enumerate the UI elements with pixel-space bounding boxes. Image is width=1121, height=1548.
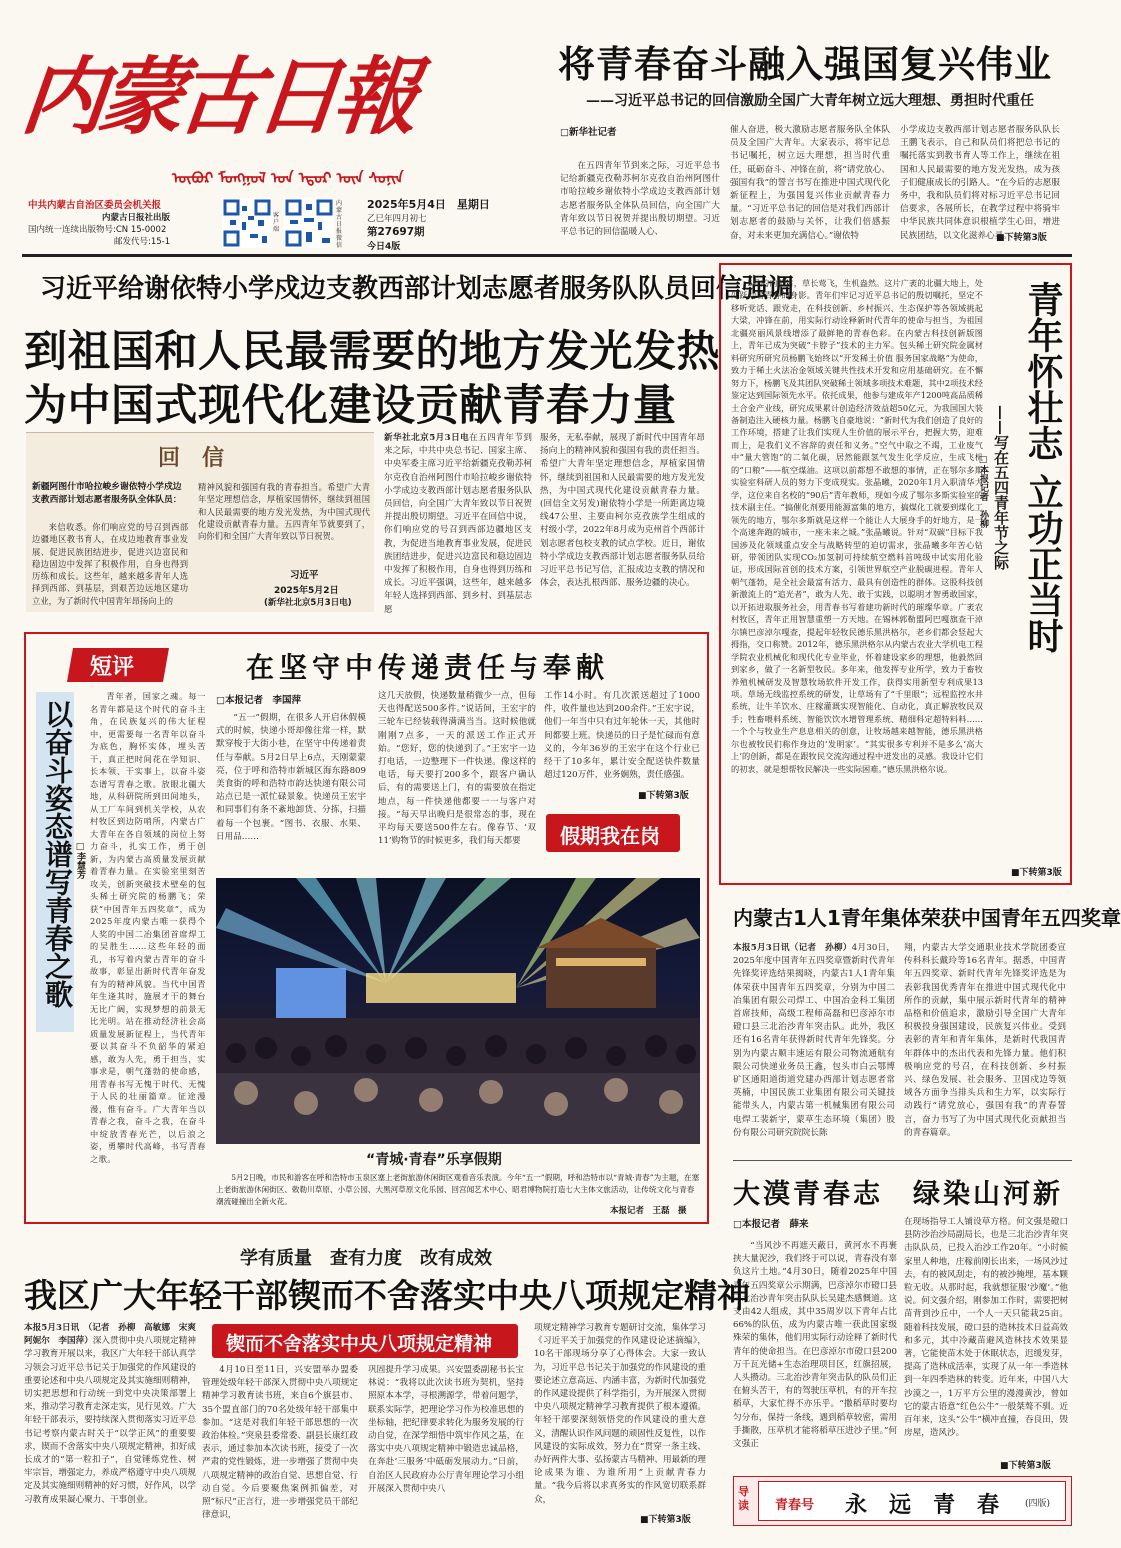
cn-number: 国内统一连续出版物号:CN 15-0002 [28,225,167,235]
sidebar-title[interactable]: 青年怀壮志 立功正当时 [1022,281,1063,654]
qr-code-wechat[interactable] [284,198,334,248]
cadre-col-1 [24,1322,205,1530]
lead-subhead: ——习近平总书记的回信激励全国广大青年树立远大理想、勇担时代重任 [586,93,1034,109]
cadre-col-2: 4月10日至11日，兴安盟举办盟委管理处级年轻干部深入贯彻中央八项规定精神学习教育读书班，来自6个旗县市、35个盟直部门的70名处级年轻干部集中参加。“这是对我们年轻干部思想的一次政治体检。”突泉县委常委、副县长康红政表示，通过参加本次读书班，接受了一次严肃的党性锻炼，进一步增强了贯彻中央八项规定精神的政治自觉、思想自觉、行动自觉。今后要聚焦案例抓偏差，对照“标尺”正言行，进一步增强党员干部纪律意识， [202,1365,358,1521]
commentary-box [24,632,709,1224]
award-divider [733,1160,1072,1161]
mongolian-title: ᠦᠪᠦᠷ ᠮᠣᠩᠭᠣᠯ ᠤᠨ ᠡᠳᠦᠷ ᠦᠨ ᠰᠣᠨᠢᠨ [172,169,404,187]
main-kicker: 习近平给谢依特小学戍边支教西部计划志愿者服务队队员回信强调 [40,274,795,304]
masthead-divider [22,254,1072,257]
award-dateline: 本报5月3日讯 [733,943,790,953]
cadre-col-4: 项规定精神学习教育专题研讨交流，集体学习《习近平关于加强党的作风建设论述摘编》，10名干部现场分享了心得体会。大家一致认为，习近平总书记关于加强党的作风建设的重要论述立意高远、内涵丰富，为新时代加强党的作风建设提供了科学指引，为开展深入贯彻中央八项规定精神学习教育提供了根本遵循。年轻干部要深刻领悟党的作风建设的重大意义，清醒认识作风问题的顽固性反复性，以作风建设的实际成效，努力在“贯穿一条主线、办好两件大事、弘扬蒙古马精神、用最新的理论成果为谁、为谁所用”上贡献青春力量。“我今后将以求真务实的作风宽切联系群众， [534,1323,706,1505]
issue-number: 第27697期 [367,226,425,238]
letter-source: (新华社北京5月3日电) [264,598,352,608]
concert-photo-art [216,878,700,1144]
letter-col-2: 精神风貌和强国有我的青春担当。希望广大青年坚定理想信念，厚植家国情怀，继续到祖国和人民最需要的地方发光发热，为中国式现代化建设贡献青春力量。五四青年节就要到了，向你们和全国广大青年致以节日祝贺。 [198,482,370,542]
dateline: 新华社北京5月3日电 [384,433,470,443]
desert-col-2: 在现场指导工人铺设草方格。何文强是磴口县防沙治沙局副局长，也是三北治沙青年突击队队员，已投入治沙工作20年。“小时候家里人种地，庄稼前刚长出来，一场风沙过去，有的被风刮走，有的被沙掩埋，基本颗粒无收。从那时起，我就想征服‘沙魔’。”他说。何文强介绍，刚参加工作时，需要把树苗背到沙丘中，一个人一天只能栽25亩。随着科技发展，磴口县的造林技术日益高效和多元，其中冷藏苗避风造林技术效果显著，它能使苗木处于休眠状态，迟缓发芽，提高了造林成活率，实现了从一年一季造林到一年四季造林的转变。近年来，中国八大沙漠之一，1万平方公里的漫漫黄沙，曾如它的蒙古语意“红色公牛”一般桀骜不驯。近百年来，这头“公牛”横冲直撞，吞良田，毁房屋，造风沙。 [904,1217,1068,1439]
qr-label-app: 客户端 [273,212,280,233]
sidebar-box [719,263,1072,885]
award-col-2: 翔，内蒙古大学交通职业技术学院团委宣传科科长戴玲等16名青年。据悉，中国青年五四奖章、新时代青年先锋奖评选是为表彰我国优秀青年在推进中国式现代化中所作的贡献，集中展示新时代青年的精神品格和价值追求，激励引导全国广大青年积极投身强国建设，民族复兴伟业。受到表彰的青年和青年集体，是新时代我国青年群体中的杰出代表和先锋力量。他们积极响应党的号召，在科技创新、乡村振兴、绿色发展、社会服务、卫国戍边等领域各方面争当排头兵和生力军，以实际行动践行“请党放心，强国有我”的青春誓言，奋力书写了为中国式现代化贡献担当的青春篇章。 [904,943,1066,1138]
photo-description: 5月2日晚，市民和游客在呼和浩特市玉泉区塞上老街旅游休闲街区观看音乐表演。今年“五一”假期，呼和浩特市以“青城·青春”为主题，在塞上老街旅游休闲街区、敕勒川草原、小草公园、大黑河草原文化乐园、回宫闻艺术中心、昭君博物院打造七大主体文旅活动，让传统文化与青春潮流碰撞出全新火花。 [216,1173,700,1206]
guide-inner [758,1481,1066,1521]
main-headline-2[interactable]: 为中国式现代化建设贡献青春力量 [24,381,677,431]
guide-title: 永 远 青 春 [845,1493,1000,1518]
letter-date: 2025年5月2日 [274,586,339,596]
letter-box [26,432,374,612]
qr-code-app[interactable] [222,198,272,248]
cadre-kicker: 学有质量 查有力度 改有成效 [240,1248,492,1269]
desert-headline[interactable]: 大漠青春志 绿染山河新 [733,1179,1063,1210]
masthead [16,22,532,252]
award-byline: （记者 孙柳） [789,943,852,953]
desert-continue[interactable]: ■下转第3版 [1000,1461,1051,1471]
guide-tag: 青春号 [775,1498,815,1513]
postal-code: 邮发代号:15-1 [114,237,171,247]
section-col-2: 这几天放假，快递数量稍微少一点，但每天也得配送500多件。”说话间，王宏宇的三轮车已经装载得满满当当。这时候他就刚刚7点多，一天的派送工作正式开始。“您好，您的快递到了。”王宏宇一边打电话，一边整理下一件快递。像这样的电话，每天要打200多个，跟客户确认后，有的需要送上门，有的需要放在指定地点，每一件快递他都要一一与客户对接。“每天早出晚归是很常态的事，现在平均每天要送500件左右。像春节、‘双11’购物节的时候更多，我们每天都要 [378,691,536,847]
cadre-dateline: 本报5月3日讯 （记者 孙柳 高敏娜 宋爽 阿妮尔 李国萍） [24,1323,205,1347]
concert-photo[interactable] [216,878,700,1144]
letter-signature: 习近平 [290,570,319,581]
main-story-text-1: 在五四青年节到来之际，中共中央总书记、国家主席、中央军委主席习近平给新疆克孜勒苏柯尔克孜自治州阿图什市哈拉峻乡谢依特小学成边支教西部计划志愿者服务队队员回信，向全国广大青年致以节日祝贺并提出殷切期望。习近平在回信中说，你们响应党的号召到西部边疆地区支教，为促进当地教育事业发展，促进民族团结进步，促进兴边富民和稳边固边中发挥了积极作用，自身也得到历练和成长。习近平强调，这些年，越来越多年轻人选择到西部、到乡村、到基层志愿 [384,433,532,615]
section-headline[interactable]: 在坚守中传递责任与奉献 [246,651,610,684]
guide-label: 导读 [738,1485,749,1512]
lead-continue[interactable]: ■下转第3版 [996,233,1047,243]
sidebar-continue[interactable]: ■下转第3版 [1011,868,1062,878]
lead-byline: □新华社记者 [560,127,617,138]
newspaper-logo: 内蒙古日報 [16,47,418,146]
issue-date: 2025年5月4日 星期日 [367,198,490,211]
letter-col-1: 来信收悉。你们响应党的号召到西部边疆地区教书育人，在戍边地教育事业发展、促进民族团结进步，促进兴边富民和稳边固边中发挥了积极作用，自身也得到历练和成长。这些年，越来越多青年人选择到西部、到基层，到艰苦边远地区建功立业，为了新时代中国青年昂扬向上的 [32,522,188,606]
lead-col-3: 小学成边支教西部计划志愿者服务队队长王鹏飞表示，自己和队员们将把总书记的嘱托落实到教书育人等工作上，继续在祖国和人民最需要的地方发光发热，成为孩子们健康成长的引路人。“在今后的志愿服务中，我和队员们将对标习近平总书记回信要求，各展所长，在教学过程中将骑牢中华民族共同体意识根植学生心田，增进民族团结，以文化滋养心灵。 [900,125,1060,241]
cadre-continue[interactable]: ■下转第3版 [640,1515,691,1525]
photo-caption: “青城·青春”乐享假期 [366,1152,502,1168]
sidebar-subtitle: ——写在五四青年节之际 [992,405,1010,570]
lunar-date: 乙巳年四月初七 [367,214,427,224]
desert-byline: □本报记者 薛来 [733,1219,809,1230]
commentary-vertical-title[interactable]: 以奋斗姿态谱写青春之歌 [41,700,74,1008]
letter-title: 回 信 [158,445,225,471]
section-byline: □本报记者 李国萍 [216,695,301,706]
commentary-text: 青年者，国家之魂。每一名青年都是这个时代的奋斗主角，在民族复兴的伟大征程中，更需要每一名青年以奋斗为底色，胸怀实体，埋头苦干，真正把时间花在学知识、长本领、干实事上，以奋斗姿态谱写青春之歌。放眼北疆大地，从科研院所到田间地头，从工厂车间到机关学校，从农村牧区到边防哨所，内蒙古广大青年在各自领域的岗位上努力奋斗，扎实工作，勇于创新，为内蒙古高质量发展贡献着青春力量。在实验室里刻苦攻关，创新突破技术壁垒的包头稀土研究院的杨鹏飞；荣获“中国青年五四奖章”，成为2025年度内蒙古唯一获得个人奖的中国二冶集团首席焊工的吴胜生……这些年轻的面孔，书写着内蒙古青年的奋斗故事，彰显出新时代青年奋发有为的精神风貌。当代中国青年生逢其时，施展才干的舞台无比广阔，实现梦想的前景无比光明。站在推动经济社会高质量发展新征程上，当代青年要以其奋斗不负韶华的紧迫感，敢为人先，勇于担当，实事求是，朝气蓬勃的使命感，用青春书写无愧于时代、无愧于人民的壮丽篇章。征途漫漫，惟有奋斗。广大青年当以青春之我，奋斗之我，在奋斗中绽放青春光芒，以后浪之姿，勇攀时代高峰，书写青春之歌。 [90,691,206,1164]
section-col-1: “五一”假期，在很多人开启休假模式的时候，快递小哥却像往常一样，默默穿梭于大街小巷，在坚守中传递着责任与奉献。5月2日早上6点，天刚蒙蒙亮，位于呼和浩特市新城区海东路809美食街的呼和浩特市韵达快递有限公司站点已是一派忙碌景象。快递员王宏宇和同事们有条不紊地卸货、分拣，扫描着每一个包裹。“图书、衣服、水果、日用品…… [216,713,366,842]
publisher: 内蒙古日报社出版 [102,213,171,223]
photo-credit: 本报记者 王磊 摄 [610,1206,687,1216]
sidebar-text: 5月的内蒙古，草长莺飞，生机盎然。这片广袤的北疆大地上，处处跃动着青春的身影。青年们牢记习近平总书记的殷切嘱托，坚定不移听党话、跟党走，在科技创新、乡村振兴、生态保护等各领域挑起大梁，冲锋在前，用实际行动诠释新时代青年的使命与担当，为祖国北疆亮丽风景线增添了最鲜艳的青春色彩。在内蒙古科技创新版图上，青年已成为突破“卡脖子”技术的主力军。包头稀土研究院金属材料研究所研究员杨鹏飞始终以“开发稀土价值 服务国家战略”为使命，致力于稀土火法冶金领域关键共性技术开发和应用基础研究。在不懈努力下，杨鹏飞及其团队突破稀土领域多项技术难题，其中2项技术经鉴定达到国际领先水平。依托成果，他参与建成年产1200吨高品质稀土合金产业线，研究成果累计创造经济效益超50亿元，为我国国大装备制造注入硬核力量。杨鹏飞自豪地说：“新时代为我们创造了良好的工作环境，搭建了让我们实现人生价值的展示平台，把握大势，迎难而上，是我们义不容辞的责任和义务。”空气中取之不竭，工业废气中“量大管饱”的二氧化碳，居然能跟氢气发生化学反应，生成飞机的“口粮”——航空煤油。这项以前都想不敢想的事情，正在鄂尔多斯实验室科研人员的努力下变成现实。张晶曦，2020年1月入职清华大学，这位来自名校的“90后”青年教师，现如今成了鄂尔多斯实验室的技术副主任。“搞催化剂要用能源富集的地方，搞煤化工就要到煤化工领先的地方，鄂尔多斯就是这样一个能让人大展身手的好地方，是一个高速奔跑的城市，一座未来之城。”张晶曦说。针对“双碳”目标下我国涉及化领域重点安全与战略转型的迫切需求，张晶曦多年苦心钻研，带领团队实现CO₂加氢制可持续航空燃料首吨级中试实用化验证，形成国际首创的技术方案，引领世界航空产业脱碳进程。青年人朝气蓬勃，是全社会最富有活力、最具有创造性的群体。这股科技创新激流上的“追光者”，敢为人先、敢于实践，以聪明才智勇敢国家，以开拓进取服务社会，用青春书写着建功新时代的璀璨华章。广袤农村牧区，青年正用智慧重塑一方天地。在锡林郭勒盟阿巴嘎旗查干淖尔镇巴彦淖尔嘎查，提起年轻牧民德乐黑洪格尔，老乡们都会竖起大拇指，交口称赞。2012年，德乐黑洪格尔从内蒙古农业大学机电工程学院农业机械化和现代化专业毕业，怀着建设家乡的理想，他毅然回到家乡，做了一名新型牧民。多年来，他发挥专业所学，致力于畜牧养殖机械研发及智慧牧场软件开发工作，获得实用新型专利成果13项。草场无线监控系统的研发，让草场有了“千里眼”；远程监控水井系统，让牛羊饮水、庄稼灌溉实现智能化、自动化，真正解放牧民双手；牲畜喂料系统、智能饮饮水增管理系统、精细科定超特料料……一个个与牧业生产息息相关的创意，让牧场越来越智能，德乐黑洪格尔也被牧民们称作身边的‘发明家’。“其实很多专利并不是多么‘高大上’的创新，都是在跟牧民交流沟通过程中迸发出的灵感。我设计它们的初衷，就是想帮牧民解决一些实际困难。”德乐黑洪格尔说。 [731,278,983,774]
page-count: 今日4版 [367,242,401,252]
award-col-1 [733,942,895,1150]
commentary-author: □李慧芳 [75,842,85,879]
cadre-text-1: 深入贯彻中央八项规定精神学习教育开展以来，我区广大年轻干部认真学习领会习近平总书记关于加强党的作风建设的重要论述和中央八项规定及其实施细则精神，切实把思想和行动统一到党中央决策部署上来，推动学习教育走深走实，见行见效。广大年轻干部表示，要持续深入贯彻落实习近平总书记考察内蒙古时关于“以学正风”的重要要求，锲而不舍落实中央八项规定精神，扣好成长成才的“第一粒扣子”，自觉锤炼党性、树牢宗旨，增强定力，养成严格遵守中央八项规定及其实施细则精神的好习惯，好作风，以学习教育成果凝心聚力、干事创业。 [24,1336,196,1505]
on-duty-tag-label: 假期我在岗 [560,824,660,848]
guide-box[interactable] [733,1476,1072,1526]
publisher-organ: 中共内蒙古自治区委员会机关报 [28,200,162,211]
short-comment-label: 短评 [90,655,135,680]
section-col-3: 工作14小时。有几次派送超过了1000件，收件量也达到200余件。”王宏宇说，他们一年当中只有过年轮休一天，其他时间都要上班。快递员的日子是忙碌而有意义的，今年36岁的王宏宇在这个行业已经干了10多年，累计安全配送快件数量超过120万件，业务娴熟，责任感强。 [544,691,700,781]
award-text-1: 4月30日，2025年度中国青年五四奖章暨新时代青年先锋奖评选结果揭晓，内蒙古1人1青年集体荣获中国青年五四奖章，分别为中国二冶集团有限公司焊工、中国冶金科工集团首席技师，高级工程师高磊和巴彦淖尔市磴口县三北治沙青年突击队。此外，我区还有16名青年获得新时代青年先锋奖。分别为内蒙古顺丰速运有限公司物流通航有限公司快递业务员王鑫，包头市白云鄂博矿区通阳道街道党建办西部计划志愿者常英楠，中国民族工业集团有限公司关键技能带头人，内蒙古第一机械集团有限公司电焊工裴新宇，蒙草生态环境（集团）股份有限公司研究院院长陈 [733,943,895,1138]
desert-col-1: “当风沙不再遮天蔽日，黄河水不再裹挟大量泥沙，我们终于可以说，青春没有辜负这片土地。”4月30日，随着2025年中国青年五四奖章公示期满，巴彦淖尔市磴口县三北治沙青年突击队队长吴建杰感慨道。这支由42人组成，其中35周岁以下青年占比66%的队伍，成为内蒙古唯一获此国家级殊荣的集体，他们用实际行动诠释了新时代青年的使命担当。在巴彦淖尔市磴口县200万千瓦光储+生态治理项目区，红旗招展，人头攒动。三北治沙青年突击队的队员们正在俯头苦干，有的驾驶压草机，有的开车拉稻草，大家忙得不亦乐乎。“撒稻草时要均匀分布，保持一条线，遇到稻草较密，需用手撕散，压草机才能将稻草压进沙子里。”何文强正 [733,1241,897,1450]
lead-col-1: 在五四青年节到来之际，习近平总书记给新疆克孜勒苏柯尔克孜自治州阿图什市哈拉峻乡谢依特小学成边支教西部计划志愿者服务队全体队员回信，向全国广大青年致以节日祝贺并提出殷切期望。习近平总书记的回信温暖人心、 [560,161,720,238]
letter-recipient: 新疆阿图什市哈拉峻乡谢依特小学戍边支教西部计划志愿者服务队全体队员： [32,482,182,505]
main-headline-1[interactable]: 到祖国和人民最需要的地方发光发热 [24,327,720,377]
award-headline[interactable]: 内蒙古1人1青年集体荣获中国青年五四奖章 [733,906,1121,930]
qr-label-wechat: 内蒙古日报微信 [336,200,343,249]
cadre-col-3: 巩固提升学习成果。兴安盟委副秘书长宝林说：“我将以此次读书班为契机，坚持照原本本学，寻根溯源学，带着问题学，联系实际学，把理论学习作为校准思想的坐标轴，把纪律要求转化为服务发展的行动自觉，在深学细悟中筑牢作风之基，在落实中央八项规定精神中锻造忠诚品格，在奔赴‘三服务’中砥砺发展动力。”日前，自治区人民政府办公厅青年理论学习小组开展深入贯彻中央八 [368,1365,524,1494]
main-story-col-2: 服务，无私奉献，展现了新时代中国青年昂扬向上的精神风貌和强国有我的责任担当。希望广大青年坚定理想信念，厚植家国情怀，继续到祖国和人民最需要的地方发光发热，为中国式现代化建设贡献青春力量。(回信全文另发)谢依特小学是一所距离边境线47公里、主要由柯尔克孜族学生组成的村级小学，2022年8月成为克州首个西部计划志愿者包校支教的试点学校。近日，谢依特小学成边支教西部计划志愿者服务队员给习近平总书记写信，汇报成边支教的情况和体会，表达扎根西部、服务边疆的决心。 [540,433,705,589]
cadre-headline[interactable]: 我区广大年轻干部锲而不舍落实中央八项规定精神 [24,1276,750,1315]
guide-page: (四版) [1025,1499,1051,1509]
cadre-banner: 锲而不舍落实中央八项规定精神 [226,1333,493,1355]
main-story-col-1 [384,432,532,614]
lead-col-2: 催人奋进，极大激励志愿者服务队全体队员及全国广大青年。大家表示，将牢记总书记嘱托，树立远大理想，担当时代重任，砥砺奋斗、冲锋在前，将“请党放心、强国有我”的誓言书写在推进中国式现代化新征程上，为强国复兴伟业贡献青春力量。“习近平总书记的回信是对我们西部计划志愿者的鼓励与关怀，让我们倍感振奋，对未来更加充满信心。”谢依特 [730,125,890,241]
lead-headline[interactable]: 将青春奋斗融入强国复兴伟业 [558,43,1052,86]
section-continue[interactable]: ■下转第3版 [638,791,689,801]
sidebar-byline: □本报记者 孙柳 [978,455,988,528]
